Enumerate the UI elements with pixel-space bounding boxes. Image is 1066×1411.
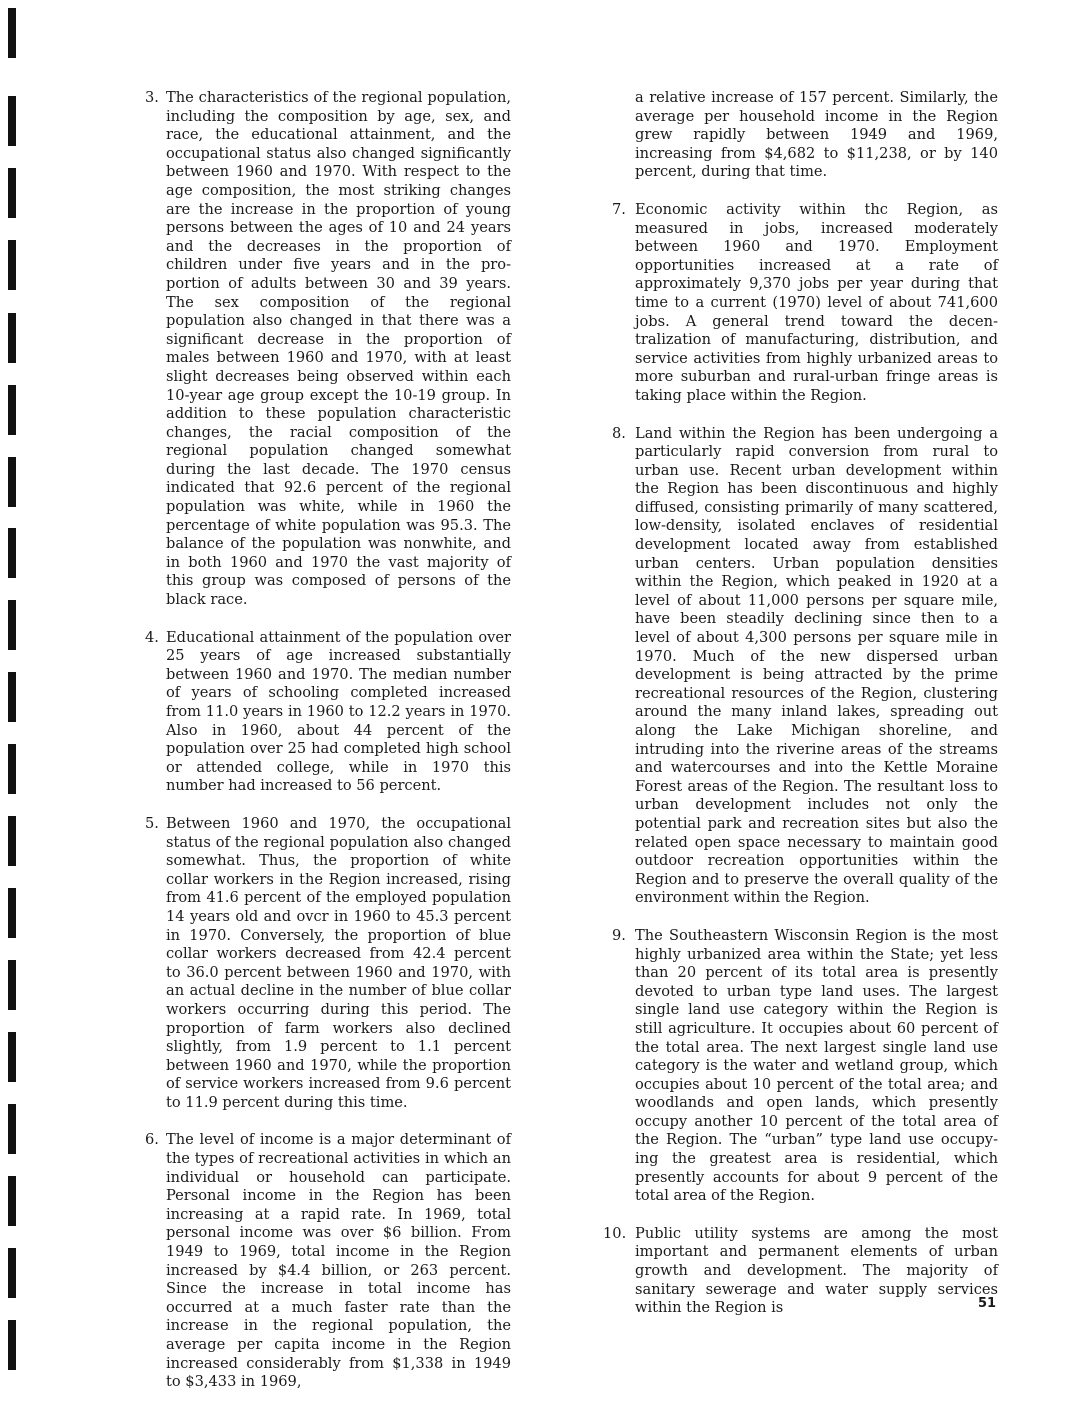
left-column: [145, 89, 511, 1411]
item-text: Economic activity within thc Region, as measured in jobs, increased moderately between 1960 and 1970. Employment opportunities increased at a rate of approximately 9,370 jobs per year during that time to a current (1970) level of about 741,600 jobs. A general trend toward the decentralization of manufacturing, distribution, and service activities from highly urbanized areas to more suburban and rural-urban fringe areas is taking place within the Region.: [635, 200, 998, 404]
binding-mark: [8, 457, 16, 507]
item-text: Educational attainment of the population over 25 years of age increased substantially between 1960 and 1970. The median number of years of schooling completed increased from 11.0 years in 1960 to 12.2 years in 1970. Also in 1960, about 44 percent of the population over 25 had completed high school or attended college, while in 1970 this number had increased to 56 percent.: [166, 628, 511, 795]
binding-mark: [8, 528, 16, 578]
item-number: 7.: [612, 200, 626, 218]
list-item-10: [603, 1224, 998, 1318]
list-item-4: [145, 629, 511, 796]
binding-marks: [8, 0, 18, 1380]
item-number: 6.: [145, 1131, 159, 1149]
binding-mark: [8, 240, 16, 290]
continuation-paragraph: a relative increase of 157 percent. Similarly, the average per household income in the Region grew rapidly between 1949 and 1969, increasing from $4,682 to $11,238, or by 140 percent, during that time.: [635, 89, 998, 181]
binding-mark: [8, 672, 16, 722]
item-text: Land within the Region has been undergoing a particularly rapid conversion from rural to urban use. Recent urban development within the Region has been discontinuous and highly diffused, consisting primarily of many scattered, low-density, isolated enclaves of residential development located away from established urban centers. Urban population densities within the Region, which peaked in 1920 at a level of about 11,000 persons per square mile, have been steadily declining since then to a level of about 4,300 persons per square mile in 1970. Much of the new dispersed urban development is being attracted by the prime recreational resources of the Region, clustering around the many inland lakes, spreading out along the Lake Michigan shoreline, and intruding into the riverine areas of the streams and watercourses and into the Kettle Moraine Forest areas of the Region. The resultant loss to urban development includes not only the potential park and recreation sites but also the related open space necessary to maintain good outdoor recreation opportunities within the Region and to preserve the overall quality of the environment within the Region.: [635, 424, 998, 907]
item-number: 3.: [145, 89, 159, 106]
binding-mark: [8, 600, 16, 650]
list-item-5: [145, 815, 511, 1113]
list-item-8: [612, 425, 998, 908]
binding-mark: [8, 8, 16, 58]
item-number: 4.: [145, 628, 159, 646]
binding-mark: [8, 1248, 16, 1298]
item-text: The characteristics of the regional population, including the composition by age, sex, and race, the educational attainment, and the occupational status also changed significantly between 1960 and 1970. With respect to the age composition, the most striking changes are the increase in the proportion of young persons between the ages of 10 and 24 years and the decreases in the proportion of children under five years and in the proportion of adults between 30 and 39 years. The sex composition of the regional population also changed in that there was a significant decrease in the proportion of males between 1960 and 1970, with at least slight decreases being observed within each 10-year age group except the 10-19 group. In addition to these population characteristic changes, the racial composition of the regional population changed somewhat during the last decade. The 1970 census indicated that 92.6 percent of the regional population was white, while in 1960 the percentage of white population was 95.3. The balance of the population was nonwhite, and in both 1960 and 1970 the vast majority of this group was composed of persons of the black race.: [166, 89, 511, 609]
binding-mark: [8, 1320, 16, 1370]
item-number: 10.: [603, 1224, 627, 1242]
item-text: Public utility systems are among the most important and permanent elements of urban growth and development. The majority of sanitary sewerage and water supply services within the Region is: [635, 1224, 998, 1317]
list-item-9: [612, 927, 998, 1206]
binding-mark: [8, 1176, 16, 1226]
binding-mark: [8, 960, 16, 1010]
item-number: 9.: [612, 926, 626, 944]
binding-mark: [8, 1032, 16, 1082]
item-number: 8.: [612, 424, 626, 442]
list-item-6: [145, 1131, 511, 1391]
binding-mark: [8, 168, 16, 218]
binding-mark: [8, 385, 16, 435]
list-item-3: [145, 89, 511, 610]
item-text: The level of income is a major determinant of the types of recreational activities in which an individual or household can participate. Personal income in the Region has been increasing at a rapid rate. In 1969, total personal income was over $6 billion. From 1949 to 1969, total income in the Region increased by $4.4 billion, or 263 percent. Since the increase in total income has occurred at a much faster rate than the increase in the regional population, the average per capita income in the Region increased considerably from $1,338 in 1949 to $3,433 in 1969,: [166, 1131, 511, 1391]
binding-mark: [8, 816, 16, 866]
item-text: Between 1960 and 1970, the occupational status of the regional population also changed somewhat. Thus, the proportion of white collar workers in the Region increased, rising from 41.6 percent of the employed population 14 years old and ovcr in 1960 to 45.3 percent in 1970. Conversely, the proportion of blue collar workers decreased from 42.4 percent to 36.0 percent between 1960 and 1970, with an actual decline in the number of blue collar workers occurring during this period. The proportion of farm workers also declined slightly, from 1.9 percent to 1.1 percent between 1960 and 1970, while the proportion of service workers increased from 9.6 percent to 11.9 percent during this time.: [166, 814, 511, 1111]
binding-mark: [8, 313, 16, 363]
list-item-7: [612, 201, 998, 406]
binding-mark: [8, 744, 16, 794]
right-column: [603, 89, 998, 1337]
binding-mark: [8, 1104, 16, 1154]
item-number: 5.: [145, 814, 159, 832]
binding-mark: [8, 888, 16, 938]
item-text: The Southeastern Wisconsin Region is the most highly urbanized area within the State; yet less than 20 percent of its total area is presently devoted to urban type land uses. The largest single land use category within the Region is still agriculture. It occupies about 60 percent of the total area. The next largest single land use category is the water and wetland group, which occupies about 10 percent of the total area; and woodlands and open lands, which presently occupy another 10 percent of the total area of the Region. The “urban” type land use occupying the greatest area is residential, which presently accounts for about 9 percent of the total area of the Region.: [635, 926, 998, 1205]
binding-mark: [8, 96, 16, 146]
page-number: 51: [978, 1296, 997, 1311]
